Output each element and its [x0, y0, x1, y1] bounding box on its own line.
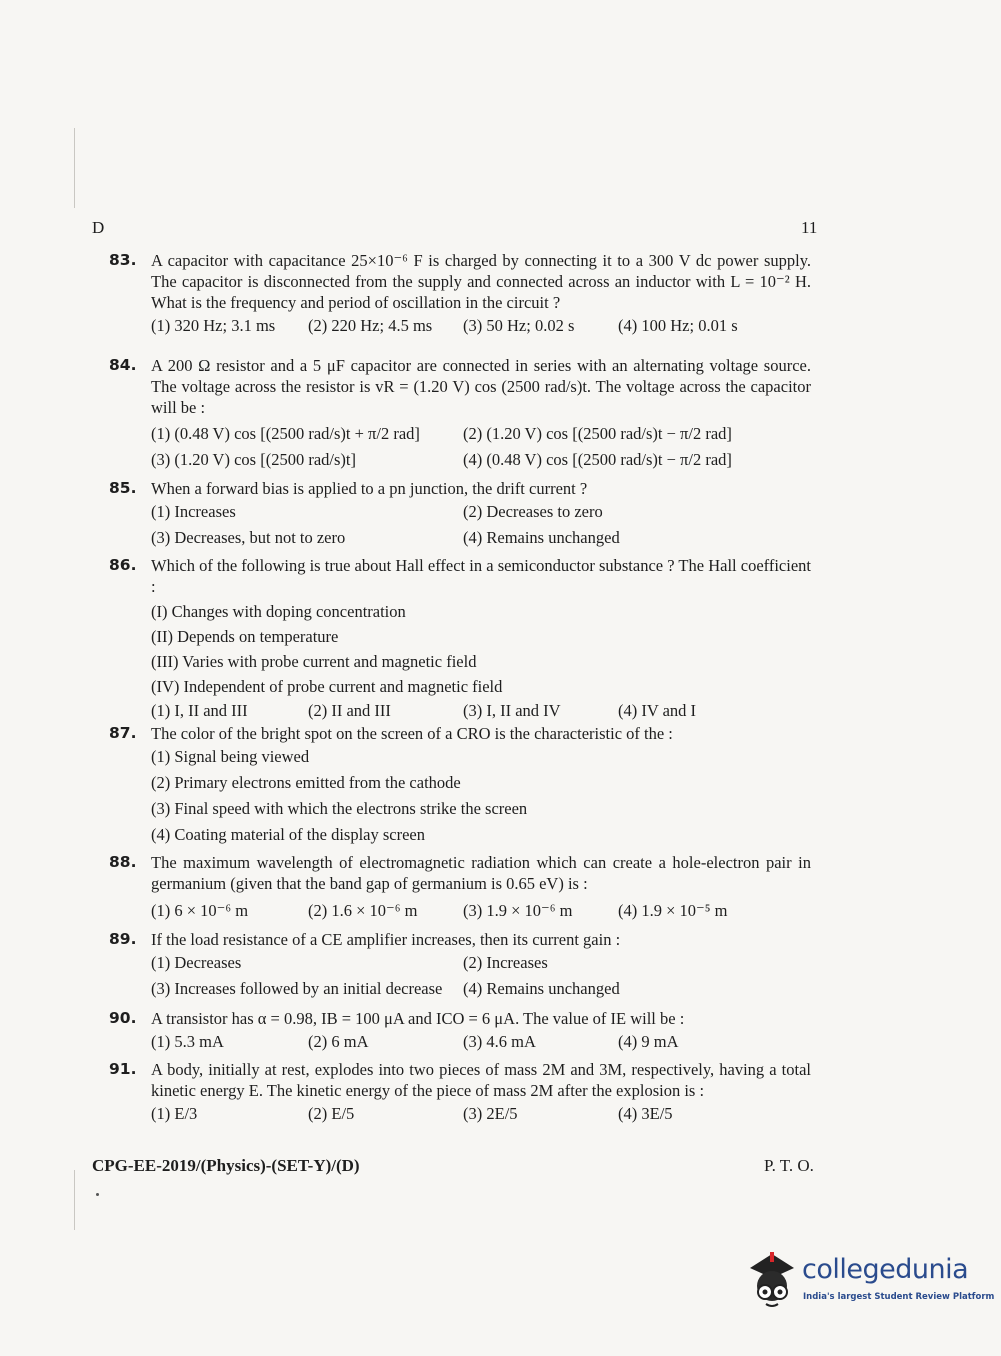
- option-3: (3) Increases followed by an initial decrease: [151, 979, 443, 998]
- option-row: [151, 313, 811, 339]
- option-row: [151, 421, 811, 447]
- option-2: (2) II and III: [308, 701, 391, 720]
- option-2: (2) Increases: [463, 953, 548, 972]
- mascot-icon: [742, 1248, 802, 1314]
- statement-3: (III) Varies with probe current and magnetic field: [151, 652, 477, 671]
- question-number: 87.: [109, 724, 137, 742]
- question-text: Which of the following is true about Hall effect in a semiconductor substance ? The Hall coefficient :: [151, 556, 811, 596]
- question-number: 83.: [109, 251, 137, 269]
- question-84: [109, 355, 811, 473]
- option-3: (3) Final speed with which the electrons strike the screen: [151, 799, 528, 818]
- option-1: (1) E/3: [151, 1104, 198, 1123]
- option-2: (2) Primary electrons emitted from the cathode: [151, 773, 461, 792]
- option-3: (3) 50 Hz; 0.02 s: [463, 316, 575, 335]
- question-text: The color of the bright spot on the screen of a CRO is the characteristic of the :: [151, 724, 673, 743]
- option-1: (1) 6 × 10⁻⁶ m: [151, 901, 249, 920]
- option-3: (3) Decreases, but not to zero: [151, 528, 346, 547]
- page-turn-note: P. T. O.: [764, 1156, 814, 1175]
- option-4: (4) Remains unchanged: [463, 528, 620, 547]
- question-text: A transistor has α = 0.98, IB = 100 μA and ICO = 6 μA. The value of IE will be :: [151, 1009, 685, 1028]
- option-1: (1) Increases: [151, 502, 236, 521]
- set-letter: D: [92, 218, 105, 237]
- option-3: (3) (1.20 V) cos [(2500 rad/s)t]: [151, 450, 356, 469]
- option-1: (1) 320 Hz; 3.1 ms: [151, 316, 276, 335]
- page-number: 11: [801, 218, 818, 237]
- watermark-logo: [742, 1248, 995, 1314]
- brand-tagline: India's largest Student Review Platform: [803, 1292, 995, 1302]
- option-row: [151, 1101, 811, 1127]
- question-number: 90.: [109, 1009, 137, 1027]
- option-1: (1) (0.48 V) cos [(2500 rad/s)t + π/2 rad]: [151, 424, 420, 443]
- question-number: 89.: [109, 930, 137, 948]
- option-2: (2) 1.6 × 10⁻⁶ m: [308, 901, 418, 920]
- question-number: 84.: [109, 356, 137, 374]
- question-text: If the load resistance of a CE amplifier increases, then its current gain :: [151, 930, 621, 949]
- question-text: A body, initially at rest, explodes into two pieces of mass 2M and 3M, respectively, having a total kinetic energy E. The kinetic energy of the piece of mass 2M after the explosion is :: [151, 1060, 811, 1100]
- option-4: (4) 3E/5: [618, 1104, 673, 1123]
- option-1: (1) 5.3 mA: [151, 1032, 224, 1051]
- question-91: [109, 1059, 811, 1127]
- question-number: 86.: [109, 556, 137, 574]
- question-text: When a forward bias is applied to a pn junction, the drift current ?: [151, 479, 588, 498]
- option-row: [151, 976, 811, 1002]
- option-1: (1) Decreases: [151, 953, 242, 972]
- option-1: (1) I, II and III: [151, 701, 248, 720]
- option-row: [151, 898, 811, 924]
- question-text: A 200 Ω resistor and a 5 μF capacitor are connected in series with an alternating voltage source. The voltage across the resistor is vR = (1.20 V) cos (2500 rad/s)t. The voltage across the capacitor will be :: [151, 356, 811, 417]
- option-4: (4) (0.48 V) cos [(2500 rad/s)t − π/2 rad]: [463, 450, 732, 469]
- option-3: (3) 4.6 mA: [463, 1032, 536, 1051]
- question-87: [109, 723, 811, 848]
- option-row: [151, 950, 811, 976]
- option-3: (3) I, II and IV: [463, 701, 561, 720]
- option-row: [151, 499, 811, 525]
- option-row: [151, 525, 811, 551]
- scan-speck: [96, 1193, 99, 1196]
- brand-name: collegedunia: [802, 1254, 969, 1285]
- option-3: (3) 1.9 × 10⁻⁶ m: [463, 901, 573, 920]
- option-3: (3) 2E/5: [463, 1104, 518, 1123]
- exam-code: CPG-EE-2019/(Physics)-(SET-Y)/(D): [92, 1156, 360, 1175]
- option-1: (1) Signal being viewed: [151, 747, 310, 766]
- option-row: [151, 447, 811, 473]
- option-4: (4) 1.9 × 10⁻⁵ m: [618, 901, 728, 920]
- statement-1: (I) Changes with doping concentration: [151, 602, 406, 621]
- question-number: 85.: [109, 479, 137, 497]
- option-4: (4) IV and I: [618, 701, 697, 720]
- option-4: (4) 9 mA: [618, 1032, 679, 1051]
- question-number: 88.: [109, 853, 137, 871]
- margin-line: [74, 128, 75, 208]
- question-text: A capacitor with capacitance 25×10⁻⁶ F is charged by connecting it to a 300 V dc power supply. The capacitor is disconnected from the supply and connected across an inductor with L = 10⁻² H. What is the frequency and period of oscillation in the circuit ?: [151, 251, 811, 312]
- option-4: (4) Coating material of the display screen: [151, 825, 425, 844]
- option-row: [151, 699, 811, 723]
- option-4: (4) Remains unchanged: [463, 979, 620, 998]
- question-85: [109, 478, 811, 551]
- question-90: [109, 1008, 811, 1055]
- statement-2: (II) Depends on temperature: [151, 627, 339, 646]
- option-4: (4) 100 Hz; 0.01 s: [618, 316, 738, 335]
- question-83: [109, 250, 811, 339]
- question-number: 91.: [109, 1060, 137, 1078]
- question-89: [109, 929, 811, 1002]
- margin-line: [74, 1170, 75, 1230]
- option-2: (2) 6 mA: [308, 1032, 369, 1051]
- question-86: [109, 555, 811, 723]
- question-88: [109, 852, 811, 924]
- question-text: The maximum wavelength of electromagnetic radiation which can create a hole-electron pair in germanium (given that the band gap of germanium is 0.65 eV) is :: [151, 853, 811, 893]
- statement-4: (IV) Independent of probe current and magnetic field: [151, 677, 503, 696]
- option-2: (2) 220 Hz; 4.5 ms: [308, 316, 433, 335]
- option-2: (2) Decreases to zero: [463, 502, 603, 521]
- option-2: (2) E/5: [308, 1104, 355, 1123]
- option-2: (2) (1.20 V) cos [(2500 rad/s)t − π/2 rad]: [463, 424, 732, 443]
- option-row: [151, 1029, 811, 1055]
